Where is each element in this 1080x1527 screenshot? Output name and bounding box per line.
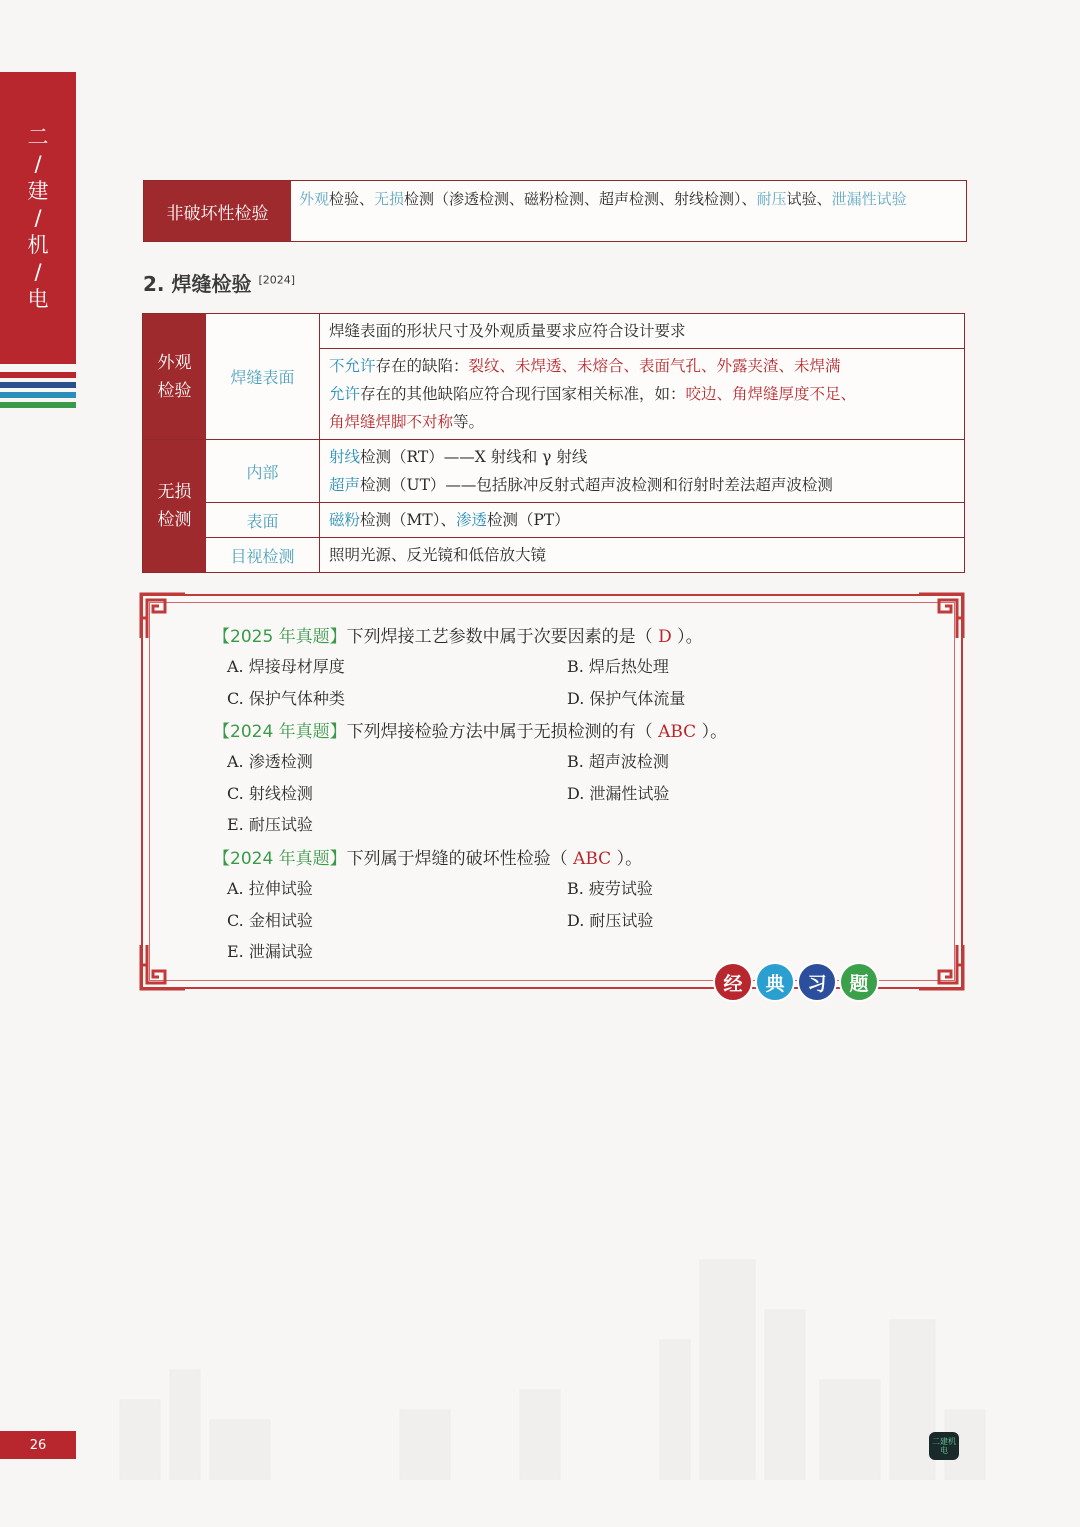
side-tab-char: 机 [27,232,49,257]
option: A. 焊接母材厚度 [227,657,345,676]
option: E. 泄漏试验 [227,942,313,961]
fret-corner-ornament [917,943,965,991]
rt-line [329,443,955,471]
ndt-visual-label: 目视检测 [206,538,320,572]
stripe [0,402,76,408]
appearance-row [143,314,964,440]
option: C. 金相试验 [227,911,313,930]
side-tab-char: / [34,259,42,284]
ndt-visual-content [320,538,964,572]
ut-line [329,471,955,499]
question-close: ）。 [701,722,728,742]
option: A. 渗透检测 [227,752,313,771]
section-title-text: 2. 焊缝检验 [143,272,252,296]
question-tag: 【2025 年真题】 [213,627,347,647]
text-segment: 无损 [374,190,405,208]
ndt-internal-content [320,440,964,502]
nondestructive-header: 非破坏性检验 [144,181,291,241]
option: C. 保护气体种类 [227,689,345,708]
badge: 典 [755,962,795,1002]
question-answer: ABC [652,722,702,742]
question-tag: 【2024 年真题】 [213,849,347,869]
ndt-internal-label: 内部 [206,440,320,502]
color-stripes [0,372,76,412]
option: C. 射线检测 [227,784,313,803]
question-2 [213,717,727,742]
ndt-category [143,440,206,572]
text-segment: 允许 [329,385,361,403]
nondestructive-table [143,180,967,242]
ndt-visual-row [206,538,964,572]
text-segment: 咬边、角焊缝厚度不足、 [685,385,857,403]
text-segment: 射线 [329,448,361,466]
not-allowed-line [329,352,955,380]
text-segment: 磁粉 [329,511,361,529]
page-number: 26 [0,1431,76,1459]
weld-surface-label: 焊缝表面 [206,314,320,439]
ndt-surface-content [320,503,964,537]
text-segment: 检测（渗透检测、磁粉检测、超声检测、射线检测）、 [404,190,757,208]
text-segment: 存在的缺陷： [375,357,469,375]
allowed-line-cont [329,408,955,436]
question-1 [213,622,703,647]
ndt-surface-row [206,503,964,538]
side-tab-char: 建 [27,178,49,203]
appearance-category [143,314,206,439]
text-segment: 外观 [299,190,330,208]
ndt-internal-lines [320,440,964,502]
question-answer: ABC [567,849,617,869]
classic-exercise-badges [713,962,879,1002]
section-year: [2024] [258,273,296,287]
option: D. 泄漏性试验 [567,784,670,803]
fret-corner-ornament [139,592,187,640]
appearance-body [206,314,964,439]
chapter-side-tab [0,72,76,364]
exercise-box [141,594,963,989]
ndt-internal-row [206,440,964,503]
appearance-content [320,314,964,439]
publisher-logo: 二建机电 [929,1432,959,1460]
option: B. 超声波检测 [567,752,669,771]
option: D. 保护气体流量 [567,689,686,708]
appearance-category-label: 外观检验 [157,352,192,401]
text-segment: 渗透 [455,511,487,529]
ndt-category-label: 无损检测 [157,482,192,530]
question-text: 下列属于焊缝的破坏性检验（ [346,849,568,869]
weld-inspection-table [142,313,965,573]
text-segment: 不允许 [329,357,376,375]
mt-pt-line [320,503,964,537]
text-segment: 角焊缝焊脚不对称 [329,413,454,431]
text-segment: 存在的其他缺陷应符合现行国家相关标准，如： [360,385,686,403]
text-segment: 检测（PT） [487,511,570,529]
question-tag: 【2024 年真题】 [213,722,347,742]
question-close: ）。 [677,627,703,647]
question-3 [213,844,642,869]
side-tab-char: / [34,151,42,176]
appearance-defects [320,349,964,439]
option: D. 耐压试验 [567,911,654,930]
option: A. 拉伸试验 [227,879,313,898]
text-segment: 检测（UT）——包括脉冲反射式超声波检测和衍射时差法超声波检测 [360,476,833,494]
text-segment: 检测（MT）、 [360,511,456,529]
section-title [143,268,295,297]
visual-line: 照明光源、反光镜和低倍放大镜 [329,546,547,564]
question-close: ）。 [616,849,643,869]
nondestructive-content [291,181,966,241]
option: E. 耐压试验 [227,815,313,834]
text-segment: 裂纹、未焊透、未熔合、表面气孔、外露夹渣、未焊满 [468,357,841,375]
option: B. 疲劳试验 [567,879,653,898]
side-tab-char: 二 [27,124,49,149]
fret-corner-ornament [917,592,965,640]
ndt-row [143,440,964,572]
appearance-line-1: 焊缝表面的形状尺寸及外观质量要求应符合设计要求 [320,314,964,349]
stripe [0,372,76,378]
question-text: 下列焊接工艺参数中属于次要因素的是（ [346,627,653,647]
allowed-line [329,380,955,408]
stripe [0,382,76,388]
text-segment: 检测（RT）——X 射线和 γ 射线 [360,448,588,466]
option: B. 焊后热处理 [567,657,669,676]
side-tab-char: 电 [27,286,49,311]
ndt-surface-label: 表面 [206,503,320,537]
text-segment: 试验、 [786,190,832,208]
question-text: 下列焊接检验方法中属于无损检测的有（ [346,722,653,742]
side-tab-char: / [34,205,42,230]
badge: 经 [713,962,753,1002]
stripe [0,392,76,398]
text-segment: 超声 [329,476,361,494]
fret-corner-ornament [139,943,187,991]
text-segment: 检验、 [329,190,375,208]
text-segment: 耐压 [756,190,787,208]
appearance-sub-row [206,314,964,439]
city-skyline-watermark [100,1220,1000,1480]
question-answer: D [652,627,678,647]
ndt-body [206,440,964,572]
text-segment: 等。 [453,413,485,431]
badge: 题 [839,962,879,1002]
badge: 习 [797,962,837,1002]
text-segment: 泄漏性试验 [831,190,907,208]
